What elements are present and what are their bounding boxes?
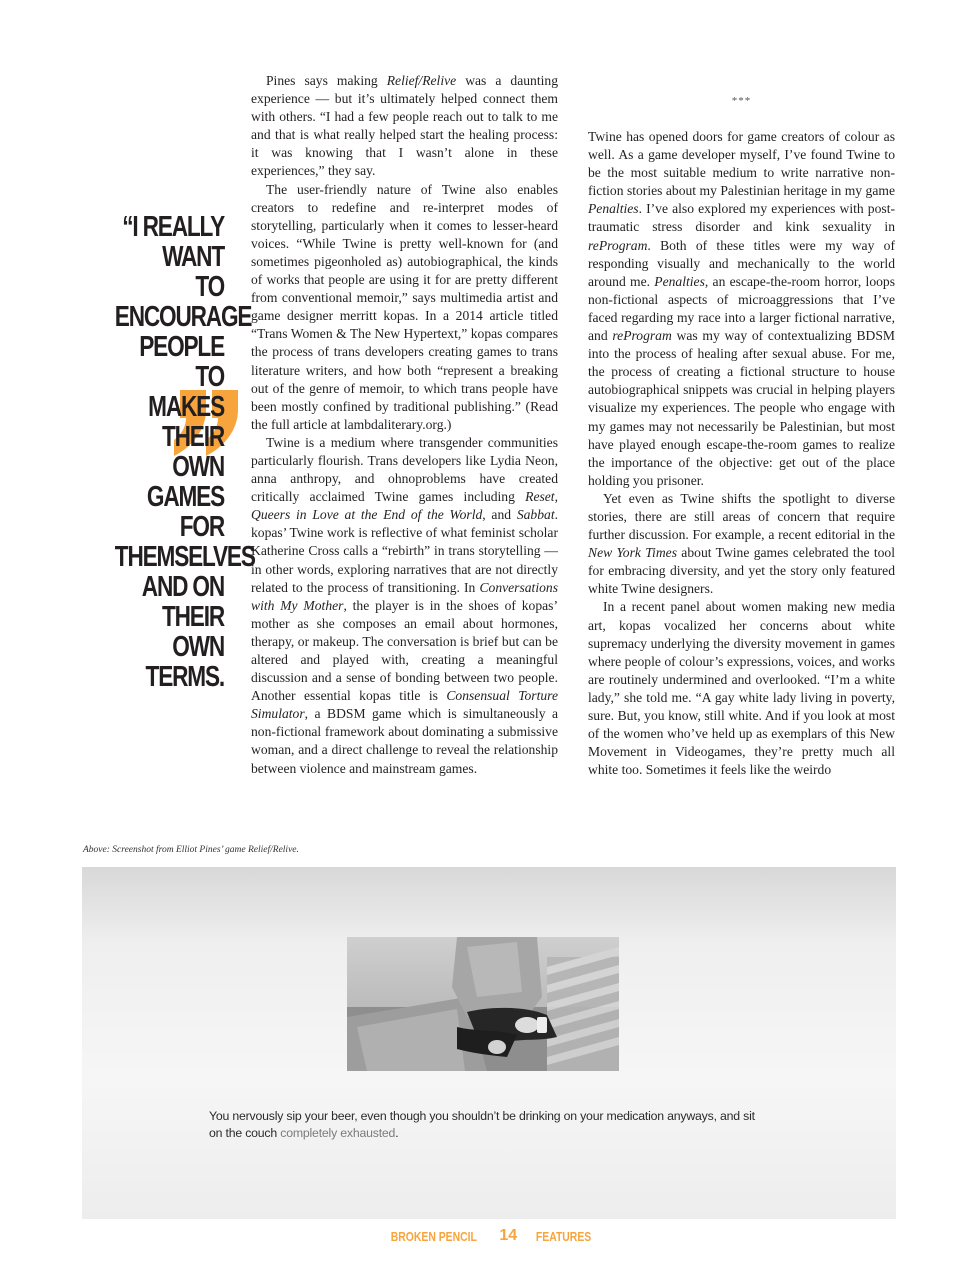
game-link[interactable]: completely exhausted [280, 1126, 396, 1140]
pull-quote-line: PEOPLE TO [139, 331, 224, 393]
paragraph: Twine is a medium where transgender communities particularly flourish. Trans developers like Lydia Neon, anna anthropy, and ohnoproblems have created critically acclaimed Twine games including Reset, Queers in Love at the End of the World, and Sabbat. kopas’ Twine work is reflective of what feminist scholar Katherine Cross calls a “rebirth” in trans storytelling — in other words, exploring narratives that are not directly related to the process of transitioning. In Conversations with My Mother, the player is in the shoes of kopas’ mother as she composes an email about hormones, therapy, or makeup. The conversation is brief but can be altered and played with, creating a meaningful discussion and a sense of bonding between two people. Another essential kopas title is Consensual Torture Simulator, a BDSM game which is simultaneously a non-fictional framework about dominating a submissive woman, and a direct challenge to reveal the relationship between violence and mainstream games. [251, 434, 558, 776]
paragraph: Yet even as Twine shifts the spotlight to diverse stories, there are still areas of concern that require further discussion. For example, a recent editorial in the New York Times about Twine games celebrated the tool for embracing diversity, and yet the story only featured white Twine designers. [588, 490, 895, 597]
magazine-name: BROKEN PENCIL [390, 1228, 477, 1244]
paragraph: The user-friendly nature of Twine also enables creators to redefine and re-interpret modes of storytelling, particularly when it comes to lesser-heard voices. “While Twine is pretty well-known for (and sometimes pigeonholed as) autobiographical, the kinds of works that people are using it for are pretty different from conventional memoir,” says multimedia artist and game designer merritt kopas. In a 2014 article titled “Trans Women & The New Hypertext,” kopas compares the process of trans developers creating games to trans literature writers, and how both “represent a breaking out of the genre of memoir, to which trans people have been mostly confined by traditional publishing.” (Read the full article at lambdaliterary.org.) [251, 181, 558, 432]
section-name: FEATURES [535, 1228, 591, 1244]
pull-quote-line: OWN TERMS. [145, 631, 224, 693]
pull-quote-line: TO ENCOURAGE [114, 271, 252, 333]
pull-quote [114, 211, 255, 693]
game-passage-text: You nervously sip your beer, even though you shouldn’t be drinking on your medication anyways, and sit on the couch completely exhausted. [209, 1109, 755, 1140]
pull-quote-line: AND ON THEIR [141, 571, 224, 633]
pull-quote-line: THEMSELVES [114, 541, 255, 573]
pull-quote-line: MAKES THEIR [148, 391, 224, 453]
page-footer [0, 1227, 978, 1245]
page-number: 14 [499, 1227, 518, 1244]
paragraph: Twine has opened doors for game creators of colour as well. As a game developer myself, I’ve found Twine to be the most suitable medium to write narrative non-fiction stories about my Palestinian heritage in my game Penalties. I’ve also explored my experiences with post-traumatic stress disorder and kink sexuality in reProgram. Both of these titles were my way of responding visually and mechanically to the world around me. Penalties, an escape-the-room horror, loops non-fictional aspects of microaggressions that I’ve faced regarding my race into a larger fictional narrative, and reProgram was my way of contextualizing BDSM into the process of healing after sexual abuse. For me, the process of creating a fictional structure to house autobiographical snippets was crucial in helping players visualize my experiences. The people who engage with my games may not necessarily be Palestinian, but most have played enough escape-the-room games to realize the importance of the objective: get out of the place holding you prisoner. [588, 129, 895, 488]
article-column-2 [588, 72, 895, 779]
photo-image [347, 937, 619, 1071]
article-column-1 [251, 72, 558, 778]
paragraph: In a recent panel about women making new media art, kopas vocalized her concerns about white supremacy underlying the diversity movement in games where people of colour’s expressions, voices, and works are routinely undermined and overlooked. “I’m a white lady,” she told me. “A gay white lady living in poverty, sure. But, you know, still white. And if you look at most of the women who’ve held up as exemplars of this New Movement in Videogames, they’re pretty much all white too. Sometimes it feels like the weirdo [588, 599, 895, 778]
person-on-couch-photo [347, 937, 619, 1071]
game-screenshot [82, 867, 896, 1219]
pull-quote-line: “I REALLY WANT [122, 211, 224, 273]
section-separator: *** [731, 95, 752, 107]
figure-caption: Above: Screenshot from Elliot Pines’ game Relief/Relive. [83, 845, 299, 855]
pull-quote-line: OWN GAMES FOR [146, 451, 224, 543]
paragraph: Pines says making Relief/Relive was a daunting experience — but it’s ultimately helped connect them with others. “I had a few people reach out to talk to me and that is what really helped start the healing process: it was knowing that I wasn’t alone in these experiences,” they say. [251, 73, 558, 179]
